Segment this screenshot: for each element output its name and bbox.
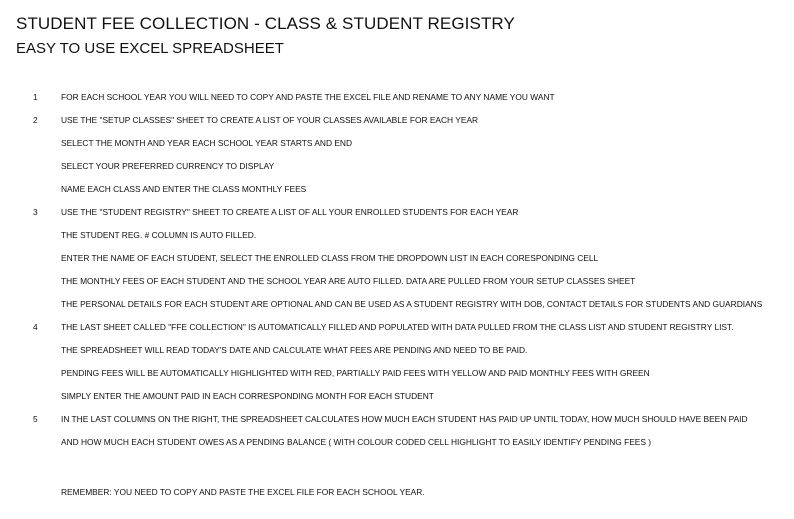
instruction-line: THE STUDENT REG. # COLUMN IS AUTO FILLED. [61,230,257,240]
instruction-line: PENDING FEES WILL BE AUTOMATICALLY HIGHLIGHTED WITH RED, PARTIALLY PAID FEES WITH YELLOW AND PAID MONTHLY FEES WITH GREEN [61,368,650,378]
step-number: 5 [33,414,38,424]
instruction-line: SELECT YOUR PREFERRED CURRENCY TO DISPLAY [61,161,275,171]
step-number: 3 [33,207,38,217]
step-number: 2 [33,115,38,125]
instruction-line: THE PERSONAL DETAILS FOR EACH STUDENT ARE OPTIONAL AND CAN BE USED AS A STUDENT REGISTRY WITH DOB, CONTACT DETAILS FOR STUDENTS AND GUARDIANS [61,299,763,309]
instruction-line: AND HOW MUCH EACH STUDENT OWES AS A PENDING BALANCE ( WITH COLOUR CODED CELL HIGHLIGHT TO EASILY IDENTIFY PENDING FEES ) [61,437,652,447]
instruction-line: NAME EACH CLASS AND ENTER THE CLASS MONTHLY FEES [61,184,307,194]
instruction-line: THE LAST SHEET CALLED "FFE COLLECTION" IS AUTOMATICALLY FILLED AND POPULATED WITH DATA PULLED FROM THE CLASS LIST AND STUDENT REGISTRY LIST. [61,322,734,332]
instruction-line: IN THE LAST COLUMNS ON THE RIGHT, THE SPREADSHEET CALCULATES HOW MUCH EACH STUDENT HAS PAID UP UNTIL TODAY, HOW MUCH SHOULD HAVE BEEN PAID [61,414,748,424]
instruction-line: THE SPREADSHEET WILL READ TODAY'S DATE AND CALCULATE WHAT FEES ARE PENDING AND NEED TO BE PAID. [61,345,528,355]
reminder-note: REMEMBER: YOU NEED TO COPY AND PASTE THE EXCEL FILE FOR EACH SCHOOL YEAR. [61,487,425,497]
instruction-line: THE MONTHLY FEES OF EACH STUDENT AND THE SCHOOL YEAR ARE AUTO FILLED. DATA ARE PULLED FROM YOUR SETUP CLASSES SHEET [61,276,636,286]
page-subtitle: EASY TO USE EXCEL SPREADSHEET [16,40,284,57]
instruction-line: SIMPLY ENTER THE AMOUNT PAID IN EACH CORRESPONDING MONTH FOR EACH STUDENT [61,391,434,401]
instruction-line: SELECT THE MONTH AND YEAR EACH SCHOOL YEAR STARTS AND END [61,138,353,148]
step-number: 1 [33,92,38,102]
instruction-line: USE THE "STUDENT REGISTRY" SHEET TO CREATE A LIST OF ALL YOUR ENROLLED STUDENTS FOR EACH YEAR [61,207,519,217]
instruction-line: USE THE "SETUP CLASSES" SHEET TO CREATE A LIST OF YOUR CLASSES AVAILABLE FOR EACH YEAR [61,115,479,125]
instruction-line: ENTER THE NAME OF EACH STUDENT, SELECT THE ENROLLED CLASS FROM THE DROPDOWN LIST IN EACH CORESPONDING CELL [61,253,599,263]
instruction-line: FOR EACH SCHOOL YEAR YOU WILL NEED TO COPY AND PASTE THE EXCEL FILE AND RENAME TO ANY NAME YOU WANT [61,92,555,102]
page-title: STUDENT FEE COLLECTION - CLASS & STUDENT REGISTRY [16,14,515,33]
step-number: 4 [33,322,38,332]
